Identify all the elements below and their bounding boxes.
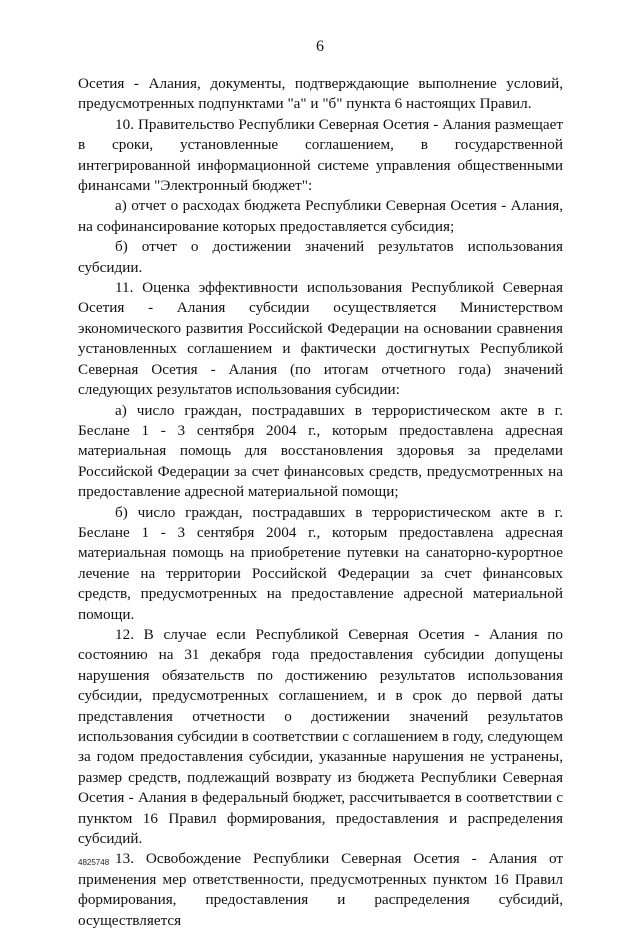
paragraph-item-11: 11. Оценка эффективности использования Республикой Северная Осетия - Алания субсидии осуществляется Министерством экономического развития Российской Федерации на основании сравнения установленных соглашением и фактически достигнутых Республикой Северная Осетия - Алания (по итогам отчетного года) значений следующих результатов использования субсидии:: [78, 279, 563, 399]
paragraph-continuation: Осетия - Алания, документы, подтверждающие выполнение условий, предусмотренных подпунктами "а" и "б" пункта 6 настоящих Правил.: [78, 75, 563, 113]
paragraph-item-10: 10. Правительство Республики Северная Осетия - Алания размещает в сроки, установленные соглашением, в государственной интегрированной информационной системе управления общественными финансами "Электронный бюджет":: [78, 115, 563, 195]
paragraph-item-11-b: б) число граждан, пострадавших в террористическом акте в г. Беслане 1 - 3 сентября 2004 г., которым предоставлена адресная материальная помощь на приобретение путевки на санаторно-курортное лечение на территории Российской Федерации за счет финансовых средств, предусмотренных на предоставление адресной материальной помощи.: [78, 503, 563, 623]
paragraph-item-13: 13. Освобождение Республики Северная Осетия - Алания от применения мер ответственности, предусмотренных пунктом 16 Правил формирования, предоставления и распределения субсидий, осуществляется: [78, 850, 563, 929]
document-code: 4825748: [78, 858, 110, 867]
paragraph-item-10-b: б) отчет о достижении значений результатов использования субсидии.: [78, 238, 563, 276]
paragraph-item-10-a: а) отчет о расходах бюджета Республики Северная Осетия - Алания, на софинансирование которых предоставляется субсидия;: [78, 197, 563, 235]
page-number: 6: [316, 38, 324, 55]
paragraph-item-12: 12. В случае если Республикой Северная Осетия - Алания по состоянию на 31 декабря года предоставления субсидии допущены нарушения обязательств по достижению результатов использования субсидии, предусмотренных соглашением, и в срок до первой даты представления отчетности о достижении значений результатов использования субсидии в соответствии с соглашением в году, следующем за годом предоставления субсидии, указанные нарушения не устранены, размер средств, подлежащий возврату из бюджета Республики Северная Осетия - Алания в федеральный бюджет, рассчитывается в соответствии с пунктом 16 Правил формирования, предоставления и распределения субсидий.: [78, 625, 563, 848]
paragraph-item-11-a: а) число граждан, пострадавших в террористическом акте в г. Беслане 1 - 3 сентября 2004 г., которым предоставлена адресная материальная помощь для восстановления здоровья за пределами Российской Федерации за счет финансовых средств, предусмотренных на предоставление адресной материальной помощи;: [78, 401, 563, 501]
document-body: [78, 74, 563, 931]
